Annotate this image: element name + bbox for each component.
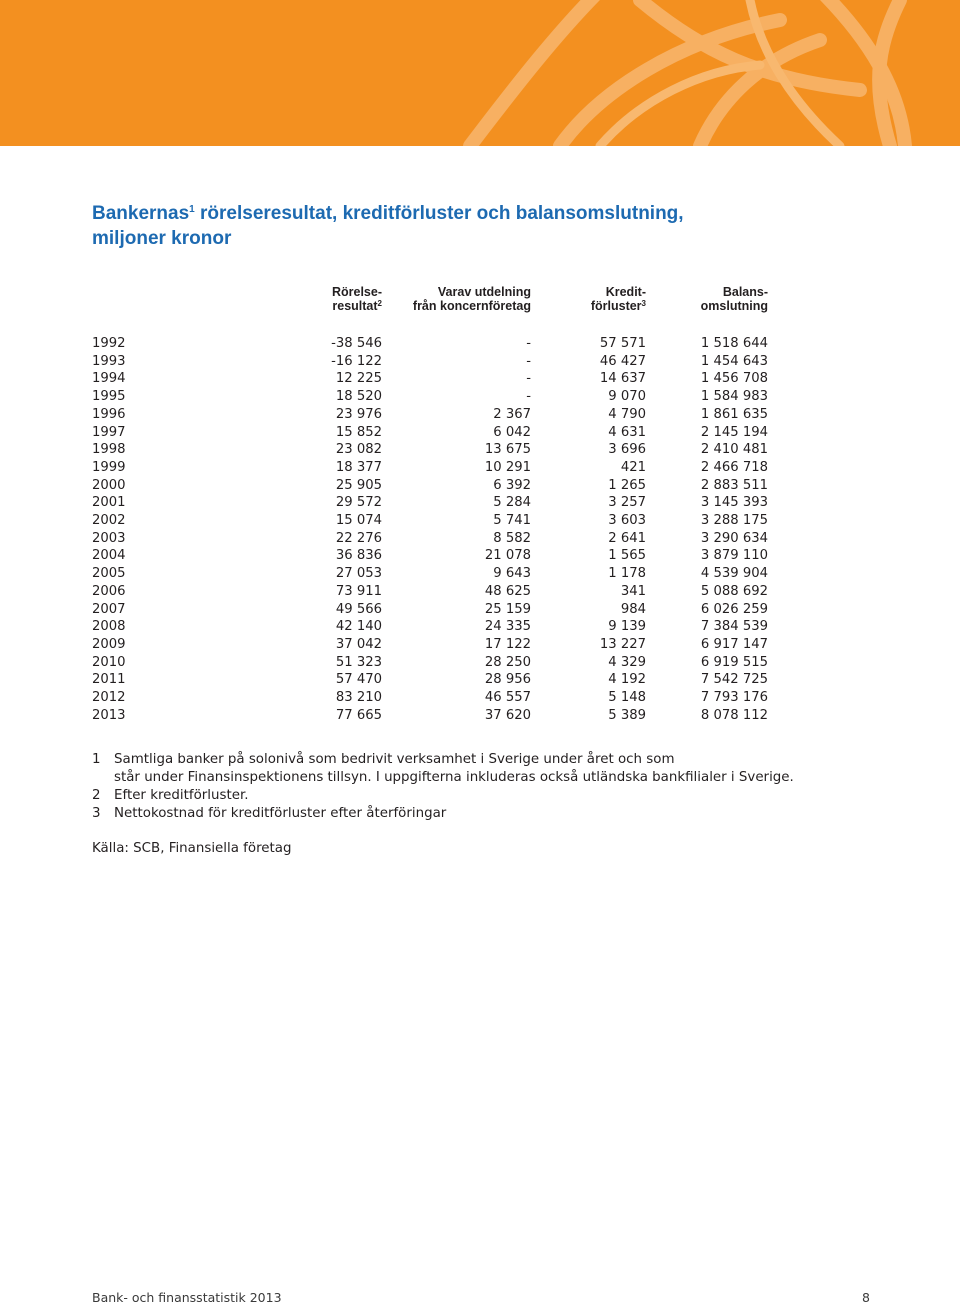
- footnote-1: 1 Samtliga banker på solonivå som bedrivit verksamhet i Sverige under året och som står under Finansinspektionens tillsyn. I uppgifterna inkluderas också utländska bankfilialer i Sverige.: [92, 752, 794, 785]
- value-cell: 83 210: [335, 690, 382, 706]
- value-cell: 8 582: [493, 530, 531, 546]
- value-cell: 77 665: [335, 707, 382, 723]
- table-row: [92, 353, 768, 371]
- value-cell: 27 053: [335, 566, 382, 582]
- column-header-2: Varav utdelning från koncernföretag: [412, 285, 531, 313]
- year-cell: 1995: [92, 389, 126, 405]
- value-cell: 9 070: [608, 389, 646, 405]
- table-row: [92, 565, 768, 583]
- value-cell: 36 836: [335, 548, 382, 564]
- footnote-3: 3 Nettokostnad för kreditförluster efter återföringar: [92, 806, 447, 821]
- title-footnote-mark: 1: [189, 204, 195, 215]
- value-cell: 18 520: [335, 389, 382, 405]
- value-cell: 18 377: [335, 459, 382, 475]
- value-cell: 3 290 634: [700, 530, 768, 546]
- year-cell: 2013: [92, 707, 126, 723]
- value-cell: 7 793 176: [700, 690, 768, 706]
- value-cell: -: [526, 336, 531, 351]
- value-cell: -38 546: [331, 336, 382, 351]
- value-cell: 37 620: [484, 707, 531, 723]
- table-row: [92, 671, 768, 689]
- value-cell: 2 641: [608, 530, 646, 546]
- table-row: [92, 601, 768, 619]
- value-cell: -: [526, 371, 531, 387]
- year-cell: 2000: [92, 477, 126, 493]
- value-cell: 28 250: [484, 654, 531, 670]
- value-cell: 29 572: [335, 495, 382, 511]
- table-row: [92, 370, 768, 388]
- footnote-2: 2 Efter kreditförluster.: [92, 788, 249, 803]
- value-cell: 1 456 708: [700, 371, 768, 387]
- value-cell: 23 082: [335, 442, 382, 458]
- value-cell: 51 323: [335, 654, 382, 670]
- year-cell: 2004: [92, 548, 126, 564]
- value-cell: 24 335: [484, 619, 531, 635]
- value-cell: 6 917 147: [700, 636, 768, 652]
- value-cell: 46 427: [599, 353, 646, 369]
- table-row: [92, 618, 768, 636]
- value-cell: -16 122: [331, 353, 382, 369]
- value-cell: 5 741: [493, 513, 531, 529]
- header-banner: [0, 0, 960, 146]
- value-cell: 3 145 393: [700, 495, 768, 511]
- value-cell: 9 139: [608, 619, 646, 635]
- year-cell: 2008: [92, 619, 126, 635]
- value-cell: 4 790: [608, 406, 646, 422]
- table-row: [92, 530, 768, 548]
- value-cell: 5 389: [608, 707, 646, 723]
- year-cell: 2002: [92, 513, 126, 529]
- value-cell: 1 584 983: [700, 389, 768, 405]
- table-row: [92, 477, 768, 495]
- table-row: [92, 654, 768, 672]
- year-cell: 1996: [92, 406, 126, 422]
- value-cell: 13 675: [484, 442, 531, 458]
- value-cell: 1 518 644: [700, 336, 768, 351]
- value-cell: -: [526, 353, 531, 369]
- year-cell: 2001: [92, 495, 126, 511]
- source-note: Källa: SCB, Finansiella företag: [92, 841, 292, 856]
- value-cell: 12 225: [335, 371, 382, 387]
- value-cell: 46 557: [484, 690, 531, 706]
- value-cell: 3 879 110: [700, 548, 768, 564]
- value-cell: 1 861 635: [700, 406, 768, 422]
- value-cell: -: [526, 389, 531, 405]
- value-cell: 4 631: [608, 424, 646, 440]
- value-cell: 341: [620, 583, 646, 599]
- value-cell: 1 265: [608, 477, 646, 493]
- value-cell: 2 145 194: [700, 424, 768, 440]
- year-cell: 2009: [92, 636, 126, 652]
- year-cell: 1999: [92, 459, 126, 475]
- value-cell: 15 074: [335, 513, 382, 529]
- year-cell: 1992: [92, 336, 126, 351]
- value-cell: 28 956: [484, 672, 531, 688]
- column-header-1: Rörelse- resultat$^2$: [331, 285, 382, 313]
- value-cell: 1 454 643: [700, 353, 768, 369]
- year-cell: 2006: [92, 583, 126, 599]
- value-cell: 3 257: [608, 495, 646, 511]
- value-cell: 73 911: [335, 583, 382, 599]
- table-row: [92, 459, 768, 477]
- value-cell: 10 291: [484, 459, 531, 475]
- value-cell: 37 042: [335, 636, 382, 652]
- value-cell: 1 565: [608, 548, 646, 564]
- page-number: 8: [862, 1290, 870, 1305]
- value-cell: 2 367: [493, 406, 531, 422]
- value-cell: 2 466 718: [700, 459, 768, 475]
- value-cell: 3 288 175: [700, 513, 768, 529]
- decorative-arcs: [0, 0, 960, 146]
- table-row: [92, 547, 768, 565]
- value-cell: 3 696: [608, 442, 646, 458]
- column-header-3: Kredit- förluster$^3$: [590, 285, 646, 313]
- value-cell: 42 140: [335, 619, 382, 635]
- value-cell: 25 159: [484, 601, 531, 617]
- table-row: [92, 388, 768, 406]
- value-cell: 7 384 539: [700, 619, 768, 635]
- year-cell: 1997: [92, 424, 126, 440]
- year-cell: 2003: [92, 530, 126, 546]
- table-row: [92, 583, 768, 601]
- value-cell: 23 976: [335, 406, 382, 422]
- value-cell: 6 042: [493, 424, 531, 440]
- value-cell: 22 276: [335, 530, 382, 546]
- table-row: [92, 335, 768, 353]
- value-cell: 57 470: [335, 672, 382, 688]
- results-table: [92, 285, 768, 724]
- column-header-0: [92, 285, 292, 335]
- value-cell: 9 643: [493, 566, 531, 582]
- table-row: [92, 636, 768, 654]
- table-row: [92, 512, 768, 530]
- year-cell: 2010: [92, 654, 126, 670]
- table-row: [92, 424, 768, 442]
- value-cell: 2 883 511: [700, 477, 768, 493]
- value-cell: 1 178: [608, 566, 646, 582]
- value-cell: 6 392: [493, 477, 531, 493]
- value-cell: 4 539 904: [700, 566, 768, 582]
- footer-publication: Bank- och finansstatistik 2013: [92, 1290, 282, 1305]
- table-header-row: [92, 285, 768, 335]
- value-cell: 4 192: [608, 672, 646, 688]
- year-cell: 1994: [92, 371, 126, 387]
- value-cell: 21 078: [484, 548, 531, 564]
- value-cell: 5 088 692: [700, 583, 768, 599]
- value-cell: 8 078 112: [700, 707, 768, 723]
- value-cell: 4 329: [608, 654, 646, 670]
- value-cell: 421: [620, 459, 646, 475]
- value-cell: 57 571: [599, 336, 646, 351]
- value-cell: 984: [620, 601, 646, 617]
- value-cell: 48 625: [484, 583, 531, 599]
- table-row: [92, 707, 768, 725]
- footnotes: [92, 751, 872, 823]
- year-cell: 1998: [92, 442, 126, 458]
- value-cell: 6 026 259: [700, 601, 768, 617]
- value-cell: 6 919 515: [700, 654, 768, 670]
- year-cell: 2005: [92, 566, 126, 582]
- table-row: [92, 441, 768, 459]
- value-cell: 15 852: [335, 424, 382, 440]
- column-header-4: Balans- omslutning: [700, 285, 768, 313]
- value-cell: 14 637: [599, 371, 646, 387]
- value-cell: 5 148: [608, 690, 646, 706]
- year-cell: 1993: [92, 353, 126, 369]
- value-cell: 17 122: [484, 636, 531, 652]
- value-cell: 49 566: [335, 601, 382, 617]
- year-cell: 2011: [92, 672, 126, 688]
- table-row: [92, 494, 768, 512]
- value-cell: 2 410 481: [700, 442, 768, 458]
- page-title: Bankernas$^1$ rörelseresultat, kreditförluster och balansomslutning, miljoner kronor: [92, 203, 684, 249]
- table-row: [92, 406, 768, 424]
- value-cell: 3 603: [608, 513, 646, 529]
- year-cell: 2012: [92, 690, 126, 706]
- value-cell: 25 905: [335, 477, 382, 493]
- table-row: [92, 689, 768, 707]
- value-cell: 13 227: [599, 636, 646, 652]
- year-cell: 2007: [92, 601, 126, 617]
- value-cell: 5 284: [493, 495, 531, 511]
- value-cell: 7 542 725: [700, 672, 768, 688]
